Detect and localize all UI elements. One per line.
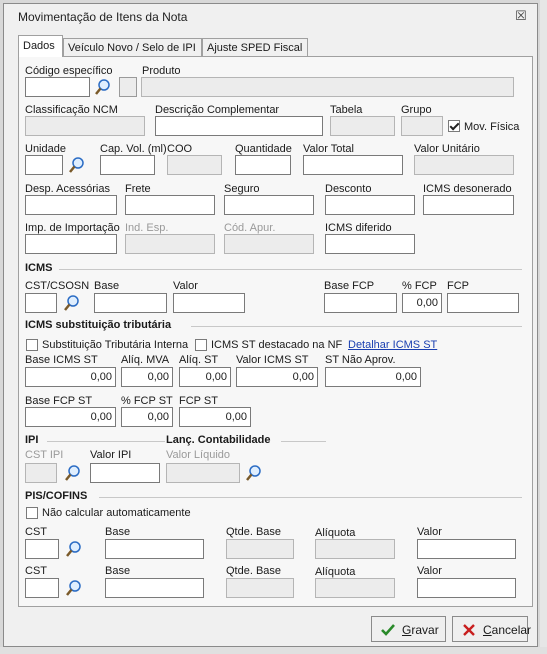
base-icms-st-label: Base ICMS ST (25, 354, 98, 366)
contabilidade-divider (281, 441, 326, 442)
cod-apur-label: Cód. Apur. (224, 222, 276, 234)
seguro-label: Seguro (224, 183, 260, 195)
cst-ipi-label: CST IPI (25, 449, 64, 461)
mov-fisica-label: Mov. Física (464, 121, 520, 133)
pct-fcp-st-field[interactable]: 0,00 (121, 407, 173, 427)
imp-importacao-field[interactable] (25, 234, 117, 254)
cofins-qtde-label: Qtde. Base (226, 565, 282, 577)
icms-divider (59, 269, 522, 270)
icms-section-title: ICMS (25, 262, 53, 274)
tab-dados[interactable]: Dados (18, 35, 63, 57)
pis-valor-label: Valor (417, 526, 442, 538)
cofins-cst-label: CST (25, 565, 47, 577)
pis-aliquota-label: Alíquota (315, 527, 356, 539)
base-fcp-st-field[interactable]: 0,00 (25, 407, 116, 427)
ipi-section-title: IPI (25, 434, 39, 446)
desp-acessorias-field[interactable] (25, 195, 117, 215)
pis-cofins-section-title: PIS/COFINS (25, 490, 88, 502)
valor-unitario-field[interactable] (414, 155, 514, 175)
st-nao-aprov-label: ST Não Aprov. (325, 354, 396, 366)
codigo-label: Código específico (25, 65, 113, 77)
produto-button[interactable] (119, 77, 137, 97)
search-icon[interactable] (243, 463, 263, 483)
cofins-cst-field[interactable] (25, 578, 59, 598)
mov-fisica-checkbox[interactable] (448, 120, 460, 132)
pis-qtde-field[interactable] (226, 539, 294, 559)
base-icms-st-field[interactable]: 0,00 (25, 367, 116, 387)
ipi-divider (47, 441, 165, 442)
cofins-base-field[interactable] (105, 578, 204, 598)
detalhar-icms-st-link[interactable]: Detalhar ICMS ST (348, 339, 438, 351)
cancelar-button[interactable] (452, 616, 532, 642)
coo-field[interactable] (167, 155, 222, 175)
subst-interna-label: Substituição Tributária Interna (42, 339, 189, 351)
cst-ipi-field[interactable] (25, 463, 57, 483)
pis-aliquota-field[interactable] (315, 539, 395, 559)
valor-liquido-field[interactable] (166, 463, 240, 483)
cofins-base-label: Base (105, 565, 131, 577)
unidade-field[interactable] (25, 155, 63, 175)
unidade-label: Unidade (25, 143, 66, 155)
title-bar (4, 4, 537, 28)
icms-st-divider (191, 326, 522, 327)
seguro-field[interactable] (224, 195, 314, 215)
icms-base-label: Base (94, 280, 120, 292)
valor-ipi-field[interactable] (90, 463, 160, 483)
desconto-field[interactable] (325, 195, 415, 215)
gravar-button[interactable] (371, 616, 446, 642)
codigo-field[interactable] (25, 77, 90, 97)
base-fcp-label: Base FCP (324, 280, 375, 292)
tabela-field[interactable] (330, 116, 395, 136)
pis-base-label: Base (105, 526, 131, 538)
desc-complementar-label: Descrição Complementar (155, 104, 280, 116)
cofins-aliquota-field[interactable] (315, 578, 395, 598)
valor-liquido-label: Valor Líquido (166, 449, 231, 461)
window-title: Movimentação de Itens da Nota (18, 10, 188, 24)
base-fcp-st-label: Base FCP ST (25, 395, 93, 407)
icms-valor-label: Valor (173, 280, 198, 292)
search-icon[interactable] (63, 539, 83, 559)
valor-total-label: Valor Total (303, 143, 354, 155)
st-nao-aprov-field[interactable]: 0,00 (325, 367, 421, 387)
icms-desonerado-label: ICMS desonerado (423, 183, 512, 195)
cofins-valor-field[interactable] (417, 578, 516, 598)
coo-label: COO (167, 143, 193, 155)
background-edge (540, 0, 547, 654)
valor-icms-st-label: Valor ICMS ST (236, 354, 309, 366)
pis-cst-field[interactable] (25, 539, 59, 559)
ind-esp-field[interactable] (125, 234, 215, 254)
tab-ajuste-sped[interactable]: Ajuste SPED Fiscal (202, 38, 308, 56)
dialog-window (3, 3, 538, 647)
cofins-aliquota-label: Alíquota (315, 566, 356, 578)
pis-cofins-divider (99, 497, 522, 498)
fcp-st-label: FCP ST (179, 395, 218, 407)
valor-ipi-label: Valor IPI (90, 449, 132, 461)
aliq-mva-field[interactable]: 0,00 (121, 367, 173, 387)
cst-csosn-label: CST/CSOSN (25, 280, 90, 292)
tab-panel-dados (18, 56, 533, 607)
icms-desonerado-field[interactable] (423, 195, 514, 215)
cap-vol-label: Cap. Vol. (ml) (100, 143, 167, 155)
ncm-label: Classificação NCM (25, 104, 118, 116)
ind-esp-label: Ind. Esp. (125, 222, 169, 234)
cofins-qtde-field[interactable] (226, 578, 294, 598)
tab-veiculo-novo[interactable]: Veículo Novo / Selo de IPI (63, 38, 202, 56)
desc-complementar-field[interactable] (155, 116, 323, 136)
icms-st-section-title: ICMS substituição tributária (25, 319, 172, 331)
icms-st-destacado-checkbox[interactable] (195, 339, 207, 351)
icms-base-field[interactable] (94, 293, 167, 313)
frete-label: Frete (125, 183, 151, 195)
icms-diferido-label: ICMS diferido (325, 222, 392, 234)
aliq-st-field[interactable]: 0,00 (179, 367, 231, 387)
pct-fcp-field[interactable]: 0,00 (402, 293, 442, 313)
quantidade-field[interactable] (235, 155, 291, 175)
ncm-field[interactable] (25, 116, 145, 136)
pis-qtde-label: Qtde. Base (226, 526, 282, 538)
quantidade-label: Quantidade (235, 143, 292, 155)
search-icon[interactable] (66, 155, 86, 175)
cofins-valor-label: Valor (417, 565, 442, 577)
valor-total-field[interactable] (303, 155, 403, 175)
search-icon[interactable] (63, 578, 83, 598)
nao-calcular-label: Não calcular automaticamente (42, 507, 191, 519)
cap-vol-field[interactable] (100, 155, 155, 175)
aliq-st-label: Alíq. ST (179, 354, 219, 366)
cancel-x-icon (461, 622, 477, 638)
icms-st-destacado-label: ICMS ST destacado na NF (211, 339, 343, 351)
aliq-mva-label: Alíq. MVA (121, 354, 170, 366)
pis-cst-label: CST (25, 526, 47, 538)
close-icon[interactable]: ☒ (515, 8, 527, 23)
pct-fcp-st-label: % FCP ST (121, 395, 173, 407)
imp-importacao-label: Imp. de Importação (25, 222, 120, 234)
pis-valor-field[interactable] (417, 539, 516, 559)
checkmark-icon (380, 622, 396, 638)
produto-label: Produto (142, 65, 181, 77)
desconto-label: Desconto (325, 183, 372, 195)
produto-field[interactable] (141, 77, 514, 97)
valor-unitario-label: Valor Unitário (414, 143, 480, 155)
subst-interna-checkbox[interactable] (26, 339, 38, 351)
fcp-field[interactable] (447, 293, 519, 313)
cancelar-label: Cancelar (483, 623, 532, 637)
icms-valor-field[interactable] (173, 293, 245, 313)
grupo-field[interactable] (401, 116, 443, 136)
background-bottom (0, 647, 547, 654)
nao-calcular-checkbox[interactable] (26, 507, 38, 519)
fcp-st-field[interactable]: 0,00 (179, 407, 251, 427)
icms-diferido-field[interactable] (325, 234, 415, 254)
search-icon[interactable] (92, 77, 112, 97)
cst-csosn-field[interactable] (25, 293, 57, 313)
contabilidade-section-title: Lanç. Contabilidade (166, 434, 271, 446)
valor-icms-st-field[interactable]: 0,00 (236, 367, 318, 387)
search-icon[interactable] (62, 463, 82, 483)
base-fcp-field[interactable] (324, 293, 397, 313)
search-icon[interactable] (61, 293, 81, 313)
frete-field[interactable] (125, 195, 215, 215)
pis-base-field[interactable] (105, 539, 204, 559)
cod-apur-field[interactable] (224, 234, 314, 254)
fcp-label: FCP (447, 280, 469, 292)
grupo-label: Grupo (401, 104, 432, 116)
tabela-label: Tabela (330, 104, 363, 116)
pct-fcp-label: % FCP (402, 280, 437, 292)
gravar-label: Gravar (402, 623, 439, 637)
desp-acessorias-label: Desp. Acessórias (25, 183, 110, 195)
